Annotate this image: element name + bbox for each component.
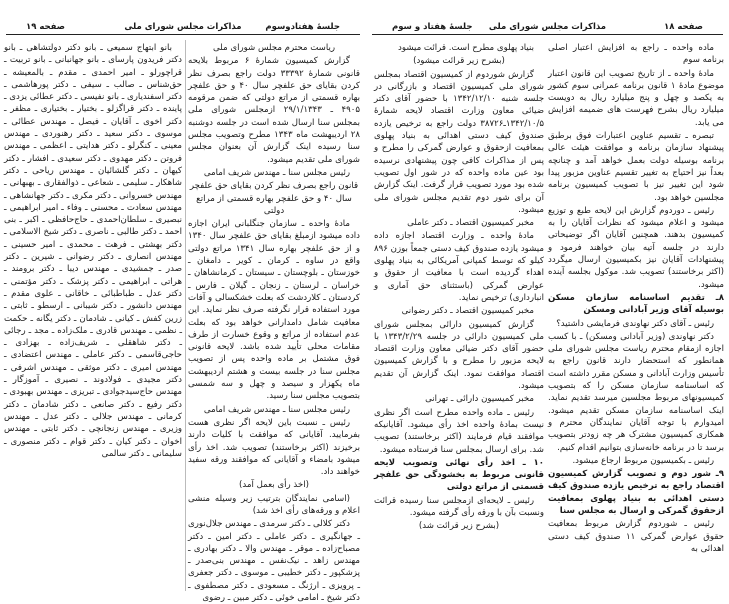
session-label: جلسهٔ هفتاد و سوم [392,22,473,32]
section-heading: ۹ـ شور دوم و تصویب گزارش کمیسیون اقتصاد راجع به ترخیص یازده صندوق کیف دستی اهدائی به بنیاد پهلوی بمعافیت ازحقوق گمرکی و ارسال به مجلس سنا [548,469,724,516]
paragraph: بانو ابتهاج سمیعی ـ بانو دکتر دولتشاهی ـ بانو دکتر فریدون پارسای ـ بانو جهانبانی ـ بانو تربیت ـ قراچورلو ـ امیر احمدی ـ مقدم ـ بالمعیشه ـ حق‌شناس ـ صالب ـ سیفی ـ دکتر پورهاشمی ـ دکتر اسفندیاری ـ بانو نفیسی ـ دکتر عطائی یزدی ـ پاینده ـ دکتر قراگزلو ـ بختیار ـ بختیاری ـ مظفر ـ دکتر اخوی ـ آقایان ـ فیصل ـ مهندس عطائی ـ موسوی ـ دکتر سعید ـ دکتر رهنوردی ـ مهندس معینی ـ کنگرلو ـ دکتر هدایتی ـ اعظمی ـ مهندس فروتن ـ دکتر مهدوی ـ دکتر سعیدی ـ افشار ـ دکتر کیهان ـ دکتر گلشائیان ـ مهندس ریاحی ـ دکتر شاهکار ـ سلیمی ـ شعاعی ـ ذوالفقاری ـ بهبهانی ـ مهندس خسروانی ـ دکتر مکری ـ دکتر جهانشاهی ـ مهندس سعادت ـ محسنی ـ وفاء ـ امیر ابراهیمی ـ نبصیری ـ سلطان‌احمدی ـ حاج‌حافظی ـ اکبر ـ بنی احمد ـ دکتر طالبی ـ ناصری ـ دکتر شیخ الاسلامی ـ دکتر بهشتی ـ فرهت ـ محمدی ـ امیر حسینی ـ مهندس انصاری ـ دکتر رضوانی ـ شیرین ـ دکتر صدر ـ جمشیدی ـ مهندس دیبا ـ دکتر برومند ـ هراتی ـ ابراهیمی ـ دکتر پزشک ـ دکتر مؤتمنی ـ دکتر عدل ـ طباطبائی ـ خاقانی ـ علوی مقدم ـ مهندس دانشور ـ دکتر شیبانی ـ ارسطو ـ ثابتی ـ زرین کفش ـ کیانی ـ شادمان ـ دکتر یگانه ـ حکمت ـ نظمی ـ مهندس قادری ـ ملک‌زاده ـ مجد ـ رجائی ـ دکتر شاهقلی ـ شریف‌زاده ـ بهزادی ـ حاجی‌قاسمی ـ دکتر عاملی ـ مهندس اعتضادی ـ مهندس امیری ـ دکتر موثقی ـ مهندس اشرفی ـ دکتر مجیدی ـ فولادوند ـ نصیری ـ آموزگار ـ مهندس حاج‌سیدجوادی ـ تبریزی ـ مهندس بهبودی ـ دکتر رفیع ـ دکتر صانعی ـ دکتر شادمان ـ دکتر کرمانی ـ مهندس جلالی ـ دکتر عدل ـ مهندس وزیری ـ مهندس زنجانچی ـ دکتر ثابتی ـ مهندس اخوان ـ دکتر کیان ـ دکتر قوام ـ دکتر منصوری ـ سلیمانی ـ دکتر سالمی [4,43,182,459]
paragraph: گزارش کمیسیون شمارهٔ ۶ مربوط بلایحه قانونی شمارهٔ ۳۳۳۹۲ دولت راجع بصرف نظر کردن بقایای حق علفچر سال ۴۰ و حق علفچر بهاره قسمتی از مراتع دولتی که ضمن مرقومه ۴۹۰۵ ـ ۲۹/۱/۱۳۴۳ ازمجلس شورای ملی بمجلس سنا ارسال شده است در جلسه دوشنبه ۲۸ اردیبهشت ماه ۱۳۴۳ مطرح وتصویب مجلس سنا رسیده اینک گزارش آن بعنوان مجلس شورای ملی تقدیم میشود. [188,56,361,165]
page-header [6,22,360,35]
paragraph: مخبر کمیسیون دارائی ـ تهرانی [425,394,534,405]
paragraph: رئیس ـ ماده واحده مطرح است اگر نظری نیست بمادهٔ واحده اخذ رأی میشود. آقایانیکه موافقند قیام فرمایند (اکثر برخاستند) تصویب شد. برای ارسال بمجلس سنا فرستاده میشود. [374,407,544,455]
paragraph: مخبر کمیسیون اقتصاد ـ دکتر رضوانی [401,306,534,317]
section-heading: ۸ـ تقدیم اساسنامه سازمان مسکن بوسیله آقای وزیر آبادانی ومسکن [548,292,724,316]
page-number: صفحه ۱۹ [26,22,65,32]
page-header [372,22,723,35]
paragraph: قانون راجع بصرف نظر کردن بقایای حق علفچر سال ۴۰ و حق علفچر بهاره قسمتی از مراتع دولتی [189,181,359,216]
paragraph: بنیاد پهلوی مطرح است. قرائت میشود [398,43,534,53]
paragraph: (اسامی نمایندگان بترتیب زیر وسیله منشی اعلام و ورقه‌های رأی اخذ شد) [188,493,360,516]
paragraph: مادهٔ واحده ـ از تاریخ تصویب این قانون اعتبار موضوع مادهٔ ۱ قانون برنامه عمرانی سوم کشور به یکصد و چهل و پنج میلیارد ریال به دویست میلیارد ریال بشرح فهرست های ضمیمه افزایش می یابد. [548,68,724,128]
paragraph: مادهٔ واحده ـ سازمان جنگلبانی ایران اجازه داده میشود ازمبلغ بقایای حق علفچر سال ۱۳۴۰ و از حق علفچر بهاره سال ۱۳۴۱ مراتع دولتی واقع در ساوه ـ کرمان ـ کویر ـ دامغان ـ خوزستان ـ بلوچستان ـ سیستان ـ کرمانشاهان ـ خراسان ـ لرستان ـ زنجان ـ گیلان ـ فارس ـ کردستان ـ کلاردشت که بعلت خشکسالی و آفات مورد استفاده قرار نگرفته صرف نظر نماید. این معافیت شامل دامدارانی خواهد بود که بعلت عدم استفاده از مراتع و وقوع خسارت از طرف مقامات محلی تأیید شده باشد. لایحه قانونی فوق مشتمل بر ماده واحده پس از تصویب مجلس سنا در جلسه بیست و هشتم اردیبهشت ماه یکهزار و سیصد و چهل و سه شمسی بتصویب مجلس سنا رسید. [188,219,361,402]
paragraph: تبصره ـ تقسیم عناوین اعتبارات فوق برطبق پیشنهاد سازمان برنامه و موافقت هیئت عالی برنامه بوسیله دولت بعمل خواهد آمد و چنانچه بعداً نیز احتیاج به تغییر تقسیم عناوین مزبور پیدا شود این تغییر نیز با تصویب کمیسیون برنامه مجلسین خواهد بود. [548,131,724,203]
paragraph: دکتر کلالی ـ دکتر سرمدی ـ مهندس جلال‌نوری ـ جهانگیری ـ دکتر عاملی ـ دکتر امین ـ دکتر مصباح‌زاده ـ موقر ـ مهندس والا ـ دکتر بهادری ـ مهندس زاهد ـ نیک‌نفس ـ مهندس بنی‌صدر ـ پزشکپور ـ دکتر خطیبی ـ موسوی ـ دکتر جعفری ـ پرویزی ـ ارژنگ ـ مسعودی ـ دکتر مصطفوی ـ دکتر شیخ ـ امامی خوئی ـ دکتر مبین ـ رضوی [188,519,360,604]
paragraph: رئیس ـ نسبت باین لایحه اگر نظری هست بفرمایید. آقایانی که موافقت با کلیات دارند برخیزند (اکثر برخاستند) تصویب شد. اخذ رأی میشود بامضاء و آقایانی که موافقند ورقه سفید خواهند داد. [188,417,360,478]
paragraph: رئیس ـ لایحه‌ای ازمجلس سنا رسیده قرائت ونسبت بآن با ورقه رأی گرفته میشود. [374,495,544,518]
page-18 [366,0,729,601]
paragraph: (بشرح زیر قرائت شد) [418,521,500,532]
paragraph: ریاست محترم مجلس شورای ملی [213,43,335,53]
column-divider [185,40,186,591]
paragraph: رئیس ـ آقای دکتر نهاوندی فرمایشی داشتید؟ [556,318,714,329]
text-column-left [4,42,182,595]
paragraph: مخبر کمیسیون اقتصاد ـ دکتر عاملی [407,218,534,229]
paragraph: رئیس ـ دوردوم گزارش این لایحه طبع و توزیع میشود و اعلام میشود که نظرات آقایان را به کمیسیون بدهند. همچنین آقایان اگر توضیحاتی دارند در جلسه آتیه بیان خواهند فرمود و پیشنهادات آقایان نیز بکمیسیون ارسال میگردد (اکثر برخاستند) تصویب شد. موکول بجلسه آینده میشود. [548,205,724,290]
paragraph: رئیس ـ شوردوم گزارش مربوط بمعافیت حقوق عوارض گمرکی ۱۱ صندوق کیف دستی اهدائی به [548,519,724,554]
paragraph: دکتر نهاوندی (وزیر آبادانی ومسکن) ـ با کسب اجازه ازمقام محترم ریاست مجلس شورای ملی همانطور که استحضار دارند قانون راجع به تأسیس وزارت آبادانی و مسکن مقرر داشته است که اساسنامه سازمان مسکن را که بتصویب کمیسیونهای مربوط مجلسین میرسد تقدیم نماید. اینک اساسنامه سازمان مسکن تقدیم میشود. امیدوارم با توجه آقایان نمایندگان محترم و همکاری کمیسیون مشترک هر چه زودتر بتصویب برسد تا در برنامه خانه‌سازی بتوانیم اقدام کنیم. [548,331,724,453]
section-heading: ۱۰ ـ اخذ رأی نهائی وتصویب لایحه قانونی مربوط به بخشودگی حق علفچر قسمتی از مراتع دولتی [374,457,544,493]
page-number: صفحه ۱۸ [664,22,703,32]
text-column-left [374,42,544,595]
paragraph: رئیس ـ بکمیسیون مربوط ارجاع میشود. [572,455,714,466]
paragraph: مادهٔ واحده ـ وزارت اقتصاد اجازه داده میشود یازده صندوق کیف دستی جمعاً بوزن ۸۹۶ کیلو که توسط کمپانی آمریکائی به بنیاد پهلوی اهداء گردیده است با معافیت از حقوق و عوارض گمرکی (باستثنای حق آماری و انبارداری) ترخیص نماید. [374,231,544,303]
paragraph: ماده واحده ـ راجع به افزایش اعتبار اصلی برنامه سوم [548,43,724,66]
session-label: جلسهٔ هفتادوسوم [265,22,340,32]
text-column-right [188,42,361,604]
paragraph: رئیس مجلس سنا ـ مهندس شریف امامی [203,404,350,415]
paragraph: (بشرح زیر قرائت میشود) [413,56,505,67]
paragraph: گزارش شوردوم از کمیسیون اقتصاد بمجلس شورای ملی کمیسیون اقتصاد و بازرگانی در جلسه شنبه ۱۳۴۲/۱۲/۱۰ با حضور آقای دکتر ضیائی معاون وزارت اقتصاد لایحه شمارهٔ ۱۳۴۲/۱۰/۵ـ۳۸۷۲۶ دولت راجع به ترخیص یازده صندوق کیف دستی اهدائی به بنیاد پهلوی بمعافیت ازحقوق و عوارض گمرکی را مطرح و پس از مذاکرات کافی چون پیشنهادی نرسیده بود عین ماده واحده که در شور اول تصویب شده بود مورد تصویب قرار گرفت. اینک گزارش آن برای شور دوم تقدیم مجلس شورای ملی میشود. [374,69,545,215]
journal-title: مذاکرات مجلس شورای ملی [488,22,607,32]
text-column-right [548,42,724,595]
paragraph: رئیس مجلس سنا ـ مهندس شریف امامی [203,167,350,178]
journal-title: مذاکرات مجلس شورای ملی [124,22,242,32]
paragraph: گزارش کمیسیون دارائی بمجلس شورای ملی کمیسیون دارائی در جلسه ۱۳۴۳/۲/۲۹ با حضور آقای دکتر ضیائی معاون وزارت اقتصاد لایحه مزبور را مطرح و با گزارش کمیسیون اقتصاد موافقت نمود. اینک گزارش آن تقدیم میشود. [374,319,544,392]
paragraph: (اخذ رأی بعمل آمد) [239,480,309,491]
